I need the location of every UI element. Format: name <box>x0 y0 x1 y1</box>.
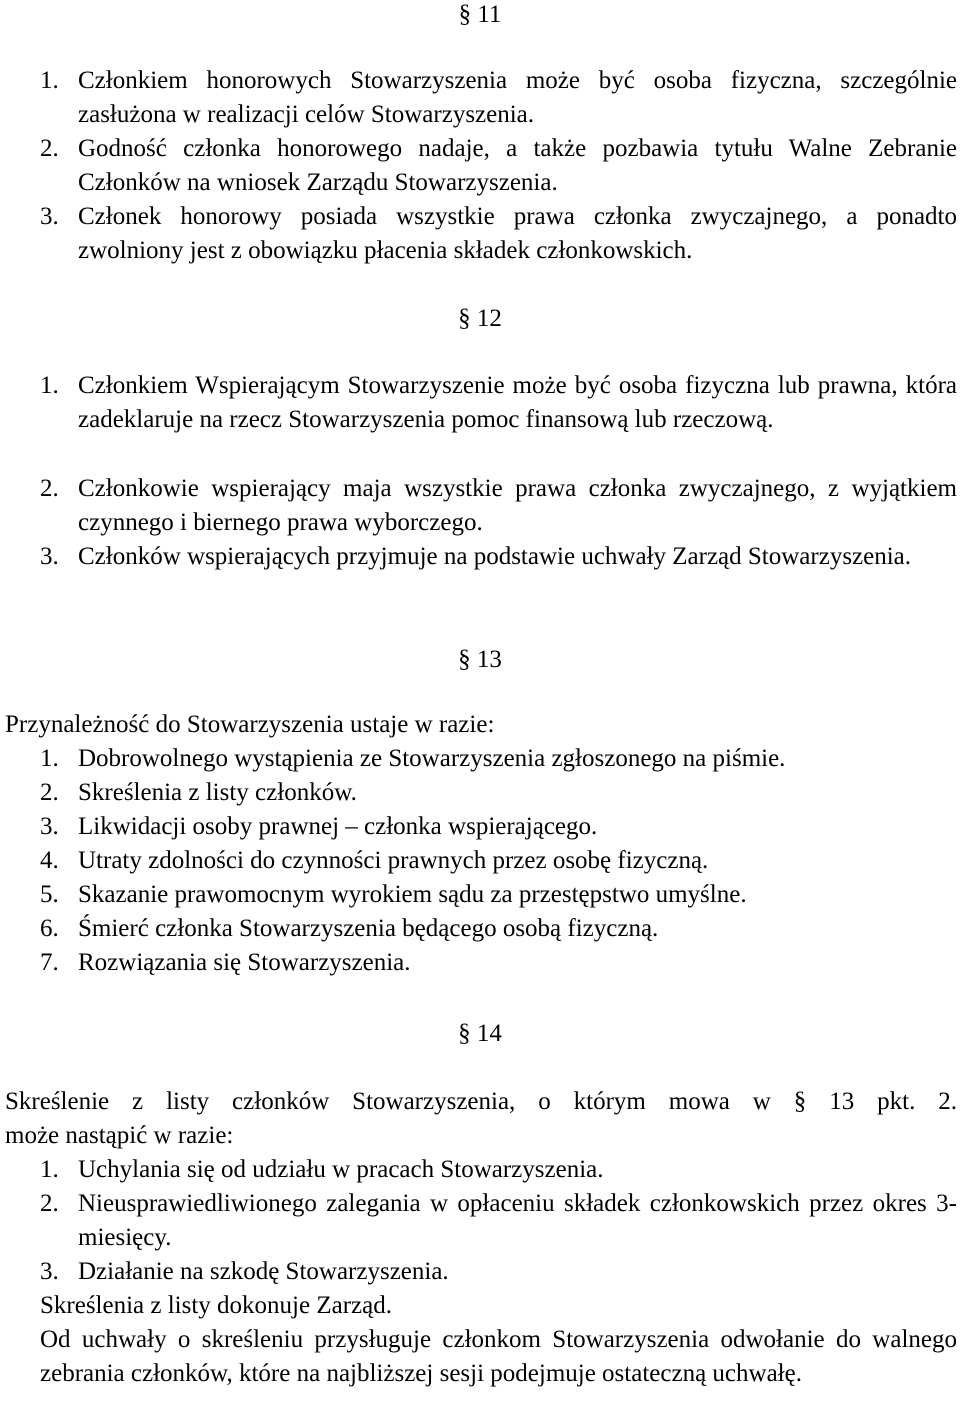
section-12-item-1 <box>40 369 957 437</box>
section-14-item-3 <box>40 1255 957 1289</box>
item-text: Skazanie prawomocnym wyrokiem sądu za przestępstwo umyślne. <box>78 881 747 908</box>
section-11-item-2 <box>40 132 957 200</box>
item-text: Likwidacji osoby prawnej – członka wspierającego. <box>78 813 598 840</box>
item-number: 1. <box>40 1156 59 1183</box>
section-12-item-3 <box>40 540 957 574</box>
section-14-item-2 <box>40 1187 957 1255</box>
section-13-item-6 <box>40 912 957 946</box>
item-text: Członków wspierających przyjmuje na podstawie uchwały Zarząd Stowarzyszenia. <box>78 543 912 570</box>
item-number: 7. <box>40 949 59 976</box>
section-14-note-2: Od uchwały o skreśleniu przysługuje członkom Stowarzyszenia odwołanie do walnego zebrania członków, które na najbliższej sesji podejmuje ostateczną uchwałę. <box>40 1326 957 1387</box>
section-12-item-2 <box>40 472 957 540</box>
item-number: 2. <box>40 779 59 806</box>
item-text: Śmierć członka Stowarzyszenia będącego osobą fizyczną. <box>78 915 659 942</box>
section-14-note-1: Skreślenia z listy dokonuje Zarząd. <box>40 1292 392 1319</box>
item-number: 5. <box>40 881 59 908</box>
item-number: 6. <box>40 915 59 942</box>
item-number: 1. <box>40 67 59 94</box>
section-14-heading: § 14 <box>458 1020 502 1047</box>
section-14-item-1 <box>40 1153 957 1187</box>
section-14-intro-line-1: Skreślenie z listy członków Stowarzyszenia, o którym mowa w § 13 pkt. 2. <box>5 1088 957 1115</box>
item-text: Uchylania się od udziału w pracach Stowarzyszenia. <box>78 1156 604 1183</box>
section-11-item-1 <box>40 64 957 132</box>
item-number: 3. <box>40 1258 59 1285</box>
item-number: 2. <box>40 135 59 162</box>
section-13-item-7 <box>40 946 957 980</box>
section-12-heading: § 12 <box>458 305 502 332</box>
item-number: 3. <box>40 203 59 230</box>
section-11-item-3 <box>40 200 957 268</box>
section-13-item-2 <box>40 776 957 810</box>
section-13-item-5 <box>40 878 957 912</box>
section-13-intro: Przynależność do Stowarzyszenia ustaje w razie: <box>5 711 495 738</box>
section-14-intro-line-2: może nastąpić w razie: <box>5 1122 234 1149</box>
item-number: 2. <box>40 475 59 502</box>
item-text: Członkowie wspierający maja wszystkie prawa członka zwyczajnego, z wyjątkiem czynnego i biernego prawa wyborczego. <box>78 475 957 536</box>
section-13-heading: § 13 <box>458 646 502 673</box>
item-text: Dobrowolnego wystąpienia ze Stowarzyszenia zgłoszonego na piśmie. <box>78 745 786 772</box>
item-number: 3. <box>40 543 59 570</box>
section-13-item-3 <box>40 810 957 844</box>
item-text: Działanie na szkodę Stowarzyszenia. <box>78 1258 449 1285</box>
item-text: Członkiem Wspierającym Stowarzyszenie może być osoba fizyczna lub prawna, która zadeklaruje na rzecz Stowarzyszenia pomoc finansową lub rzeczową. <box>78 372 957 433</box>
section-11-heading: § 11 <box>458 1 502 28</box>
item-number: 4. <box>40 847 59 874</box>
item-number: 2. <box>40 1190 59 1217</box>
item-number: 3. <box>40 813 59 840</box>
item-text: Skreślenia z listy członków. <box>78 779 357 806</box>
item-text: Godność członka honorowego nadaje, a także pozbawia tytułu Walne Zebranie Członków na wniosek Zarządu Stowarzyszenia. <box>78 135 957 196</box>
item-text: Członek honorowy posiada wszystkie prawa członka zwyczajnego, a ponadto zwolniony jest z obowiązku płacenia składek członkowskich. <box>78 203 957 264</box>
item-text: Utraty zdolności do czynności prawnych przez osobę fizyczną. <box>78 847 709 874</box>
section-13-item-1 <box>40 742 957 776</box>
section-13-item-4 <box>40 844 957 878</box>
item-text: Członkiem honorowych Stowarzyszenia może być osoba fizyczna, szczególnie zasłużona w realizacji celów Stowarzyszenia. <box>78 67 957 128</box>
item-number: 1. <box>40 745 59 772</box>
item-text: Nieusprawiedliwionego zalegania w opłaceniu składek członkowskich przez okres 3-miesięcy. <box>78 1190 957 1251</box>
item-text: Rozwiązania się Stowarzyszenia. <box>78 949 411 976</box>
item-number: 1. <box>40 372 59 399</box>
